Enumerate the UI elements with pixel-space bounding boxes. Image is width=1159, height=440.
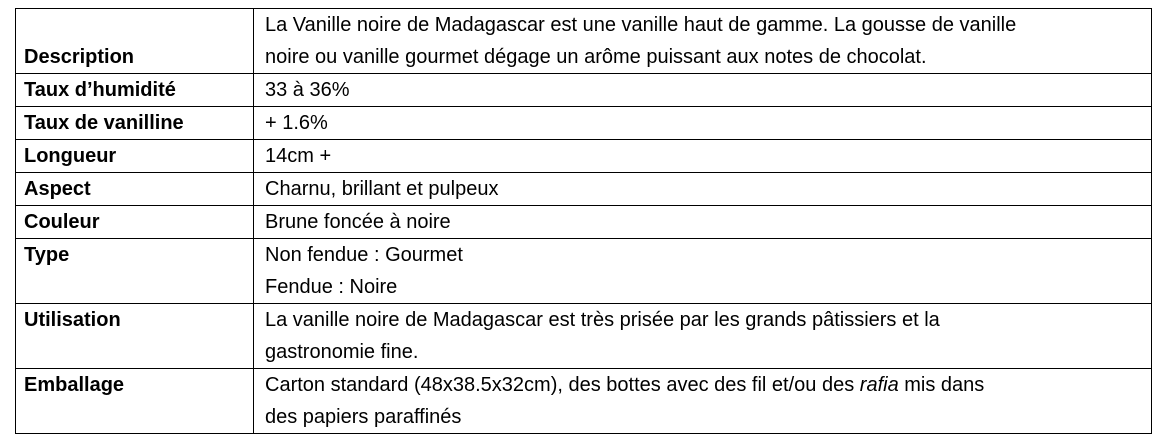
- row-label: Aspect: [16, 173, 254, 206]
- value-line: Non fendue : Gourmet: [265, 244, 463, 266]
- value-italic-text: rafia: [859, 374, 899, 396]
- table-row-description: [16, 9, 1152, 74]
- row-value: [254, 206, 1152, 239]
- row-value: [254, 9, 1152, 74]
- table-row-aspect: [16, 173, 1152, 206]
- row-label: Type: [16, 239, 254, 304]
- row-label: Couleur: [16, 206, 254, 239]
- value-line: La Vanille noire de Madagascar est une vanille haut de gamme. La gousse de vanille: [265, 14, 1017, 36]
- value-line: [265, 369, 1151, 401]
- row-value: [254, 239, 1152, 304]
- row-value: [254, 74, 1152, 107]
- row-value: [254, 369, 1152, 434]
- row-label: Description: [16, 9, 254, 74]
- table-row-type: [16, 239, 1152, 304]
- row-label: Emballage: [16, 369, 254, 434]
- value-line: La vanille noire de Madagascar est très prisée par les grands pâtissiers et la: [265, 309, 940, 331]
- value-line: des papiers paraffinés: [265, 406, 462, 428]
- table-row-packaging: [16, 369, 1152, 434]
- value-line: Fendue : Noire: [265, 276, 398, 298]
- row-label: Utilisation: [16, 304, 254, 369]
- row-label: Taux d’humidité: [16, 74, 254, 107]
- value-line: Charnu, brillant et pulpeux: [265, 178, 499, 200]
- table-row-vanillin: [16, 107, 1152, 140]
- table-row-usage: [16, 304, 1152, 369]
- row-value: [254, 304, 1152, 369]
- row-label: Longueur: [16, 140, 254, 173]
- table-row-humidity: [16, 74, 1152, 107]
- value-line: gastronomie fine.: [265, 341, 419, 363]
- vanilla-spec-table: [15, 8, 1152, 434]
- value-line: 33 à 36%: [265, 79, 350, 101]
- value-line: + 1.6%: [265, 112, 328, 134]
- row-value: [254, 173, 1152, 206]
- value-line: Brune foncée à noire: [265, 211, 451, 233]
- value-line: 14cm +: [265, 145, 332, 167]
- row-value: [254, 107, 1152, 140]
- row-value: [254, 140, 1152, 173]
- value-line: noire ou vanille gourmet dégage un arôme puissant aux notes de chocolat.: [265, 46, 927, 68]
- table-row-length: [16, 140, 1152, 173]
- table-row-color: [16, 206, 1152, 239]
- value-text: mis dans: [898, 374, 985, 396]
- row-label: Taux de vanilline: [16, 107, 254, 140]
- value-text: Carton standard (48x38.5x32cm), des bottes avec des fil et/ou des: [265, 374, 860, 396]
